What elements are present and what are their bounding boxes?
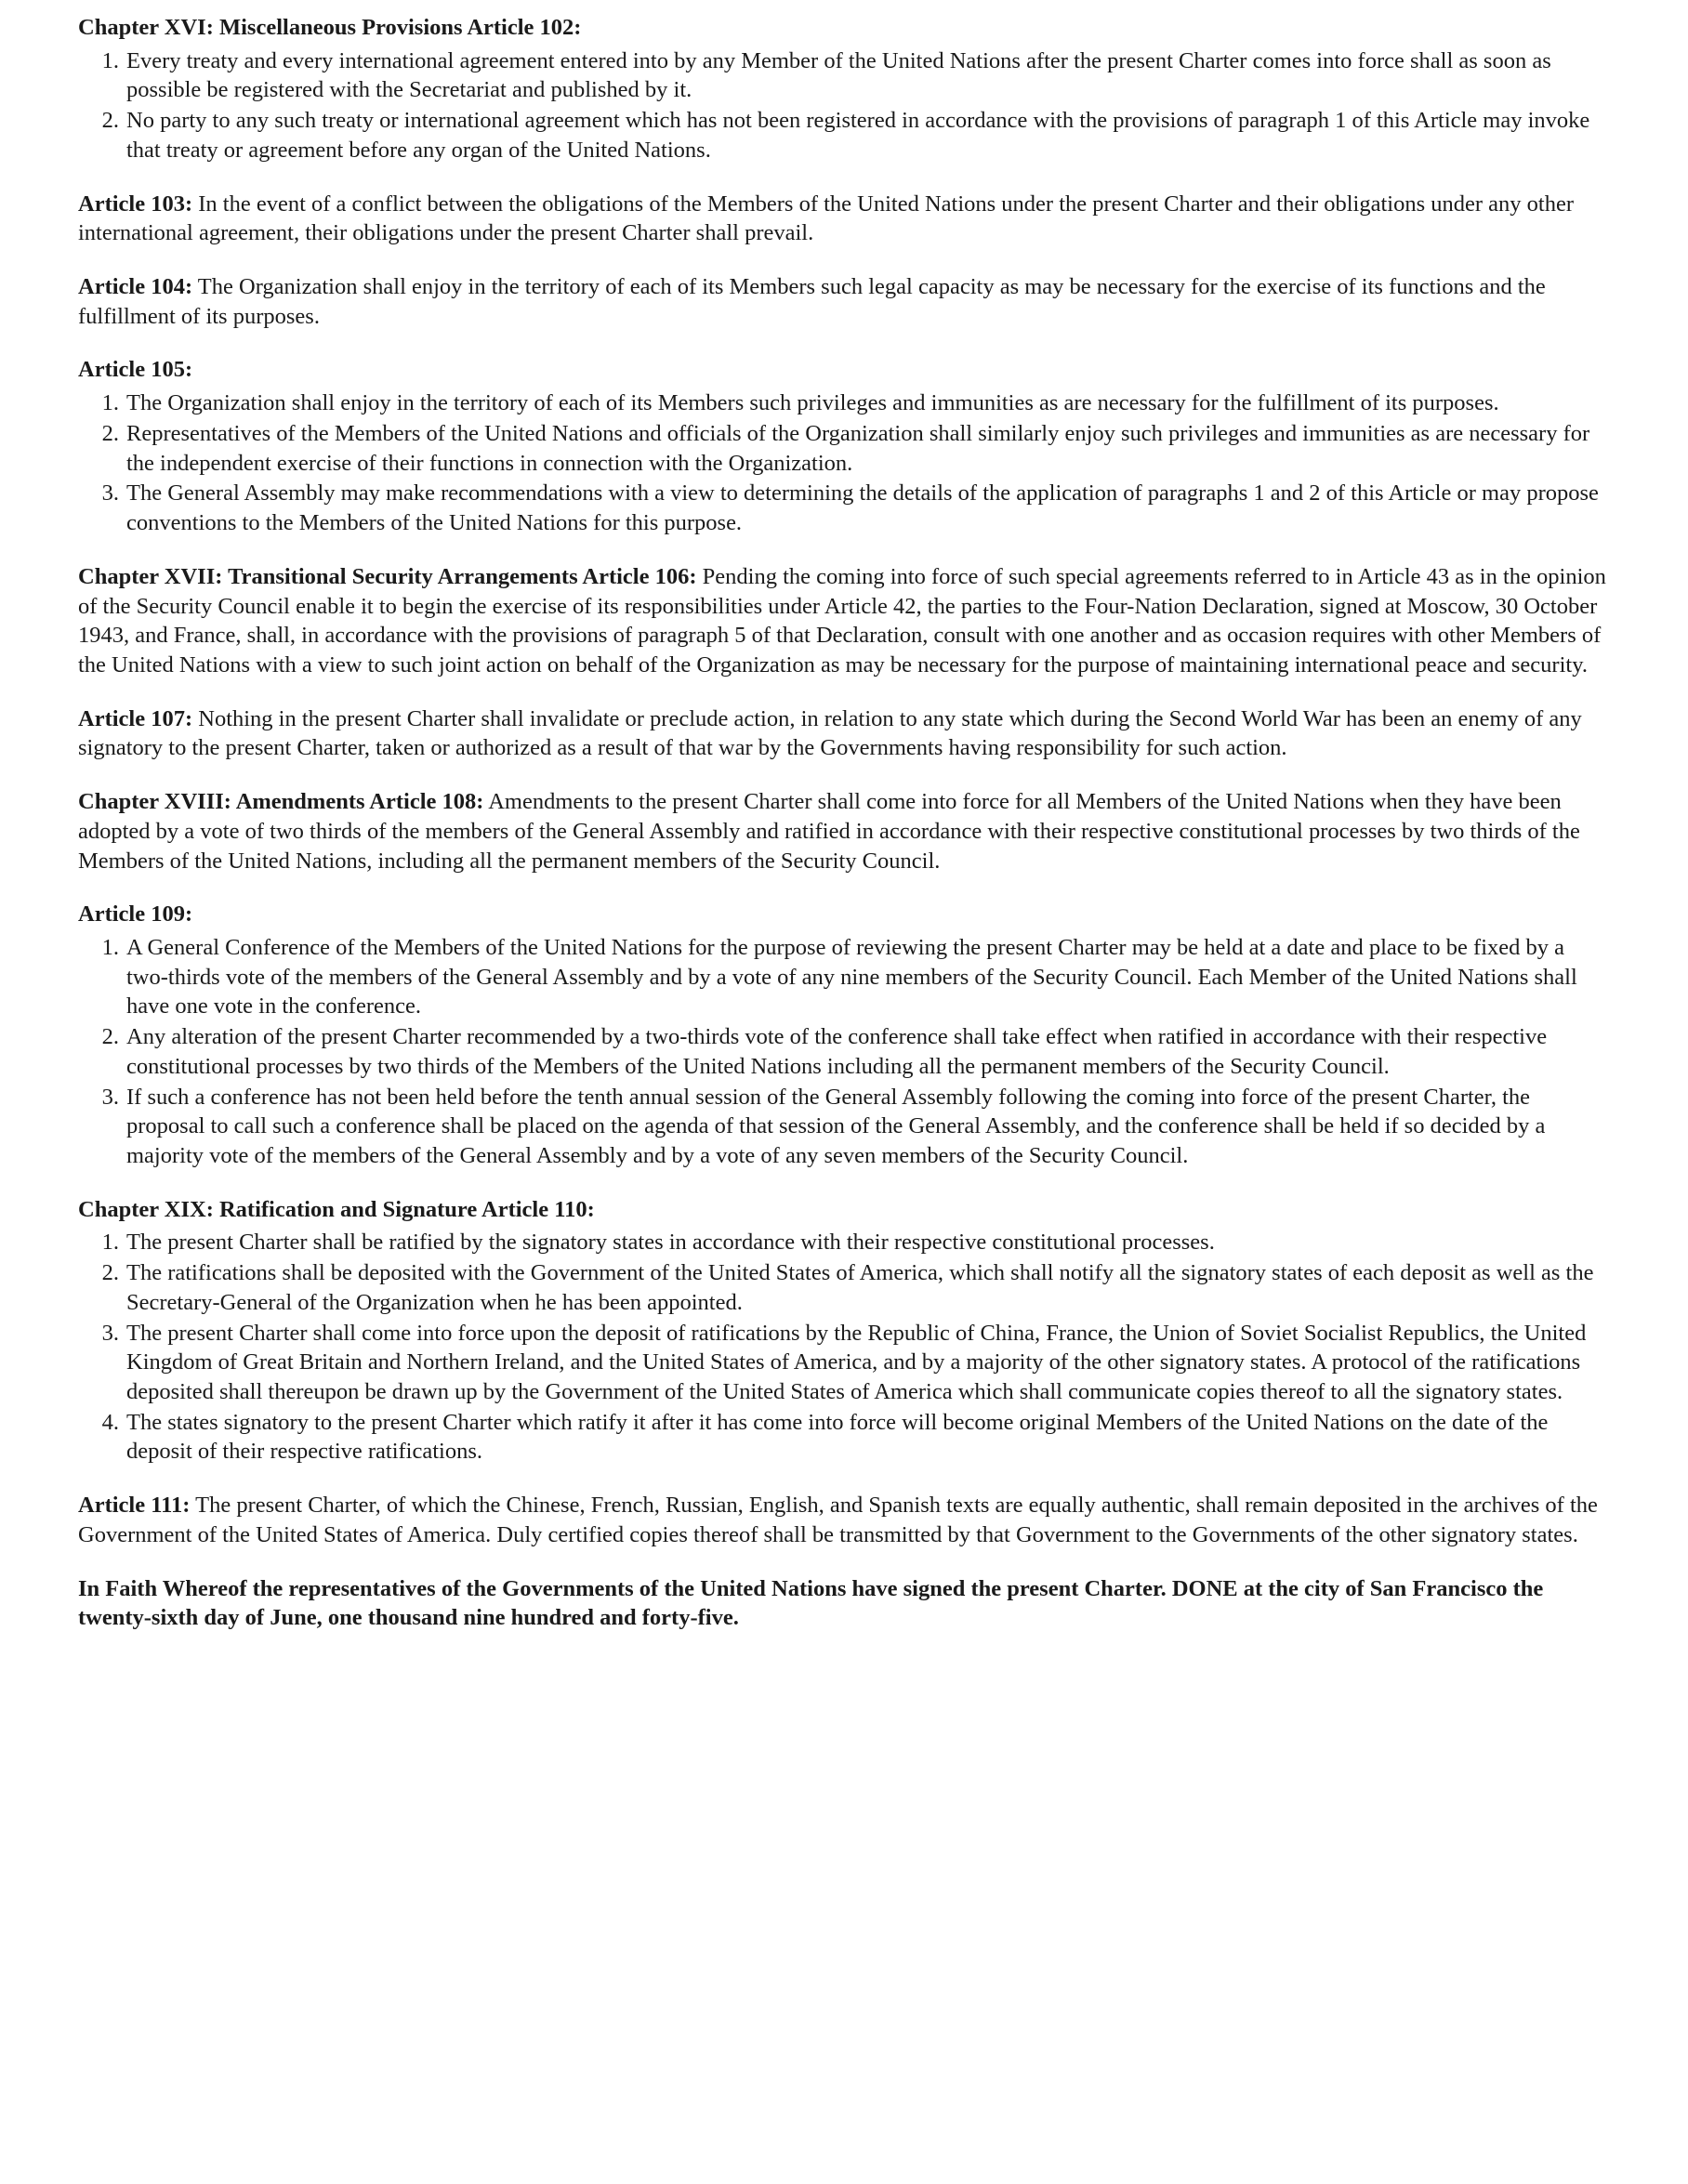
section-heading: Article 105:	[78, 357, 193, 383]
paragraph-text: The present Charter, of which the Chinese, French, Russian, English, and Spanish texts are equally authentic, shall remain deposited in the archives of the Government of the United States of America. Duly certified copies thereof shall be transmitted by that Government to the Governments of the other signatory states.	[78, 1493, 1598, 1547]
paragraph	[73, 1491, 1606, 1549]
list-item: The ratifications shall be deposited with the Government of the United States of America, which shall notify all the signatory states of each deposit as well as the Secretary-General of the Organization when he has been appointed.	[126, 1260, 1594, 1315]
section-chapter-18	[73, 787, 1606, 875]
article-label: Article 103:	[78, 191, 193, 217]
paragraph-text: The Organization shall enjoy in the territory of each of its Members such legal capacity as may be necessary for the exercise of its functions and the fulfillment of its purposes.	[78, 274, 1546, 329]
paragraph-text: Pending the coming into force of such special agreements referred to in Article 43 as in the opinion of the Security Council enable it to begin the exercise of its responsibilities under Article 42, the parties to the Four-Nation Declaration, signed at Moscow, 30 October 1943, and France, shall, in accordance with the provisions of paragraph 5 of that Declaration, consult with one another and as occasion requires with other Members of the United Nations with a view to such joint action on behalf of the Organization as may be necessary for the purpose of maintaining international peace and security.	[78, 563, 1606, 678]
section-article-105	[73, 355, 1606, 537]
closing-text: In Faith Whereof the representatives of the Governments of the United Nations have signed the present Charter. DONE at the city of San Francisco the twenty-sixth day of June, one thousand nine hundred and forty-five.	[78, 1575, 1544, 1631]
list-item: Any alteration of the present Charter recommended by a two-thirds vote of the conference shall take effect when ratified in accordance with their respective constitutional processes by two thirds of the Members of the United Nations including all the permanent members of the Security Council.	[126, 1024, 1548, 1079]
section-article-103	[73, 190, 1606, 248]
section-article-107	[73, 704, 1606, 763]
paragraph	[73, 704, 1606, 763]
section-heading: Article 109:	[78, 901, 193, 928]
list-item: The General Assembly may make recommendations with a view to determining the details of the application of paragraphs 1 and 2 of this Article or may propose conventions to the Members of the United Nations for this purpose.	[126, 480, 1599, 536]
list-item: The Organization shall enjoy in the territory of each of its Members such privileges and immunities as are necessary for the fulfillment of its purposes.	[126, 390, 1499, 416]
list-item: The states signatory to the present Charter which ratify it after it has come into force will become original Members of the United Nations on the date of the deposit of their respective ratifications.	[126, 1409, 1549, 1465]
chapter-label: Chapter XVII: Transitional Security Arrangements Article 106:	[78, 563, 697, 589]
list-item: Representatives of the Members of the United Nations and officials of the Organization shall similarly enjoy such privileges and immunities as are necessary for the independent exercise of their functions in connection with the Organization.	[126, 420, 1590, 476]
list-item: Every treaty and every international agreement entered into by any Member of the United Nations after the present Charter comes into force shall as soon as possible be registered with the Secretariat and published by it.	[126, 47, 1551, 103]
paragraph-text: Nothing in the present Charter shall invalidate or preclude action, in relation to any state which during the Second World War has been an enemy of any signatory to the present Charter, taken or authorized as a result of that war by the Governments having responsibility for such action.	[78, 705, 1582, 761]
section-heading: Chapter XIX: Ratification and Signature Article 110:	[78, 1196, 595, 1222]
section-chapter-16	[73, 13, 1606, 165]
section-chapter-17	[73, 562, 1606, 680]
section-article-109	[73, 900, 1606, 1170]
list-item: A General Conference of the Members of the United Nations for the purpose of reviewing the present Charter may be held at a date and place to be fixed by a two-thirds vote of the members of the General Assembly and by a vote of any nine members of the Security Council. Each Member of the United Nations shall have one vote in the conference.	[126, 934, 1577, 1020]
article-label: Article 107:	[78, 705, 193, 731]
numbered-list	[73, 388, 1606, 538]
list-item: The present Charter shall be ratified by the signatory states in accordance with their respective constitutional processes.	[126, 1230, 1215, 1256]
section-chapter-19	[73, 1195, 1606, 1467]
list-item: The present Charter shall come into force upon the deposit of ratifications by the Republic of China, France, the Union of Soviet Socialist Republics, the United Kingdom of Great Britain and Northern Ireland, and the United States of America, and by a majority of the other signatory states. A protocol of the ratifications deposited shall thereupon be drawn up by the Government of the United States of America which shall communicate copies thereof to all the signatory states.	[126, 1320, 1587, 1405]
paragraph	[73, 190, 1606, 248]
numbered-list	[73, 1228, 1606, 1467]
closing-statement	[73, 1574, 1606, 1633]
article-label: Article 111:	[78, 1493, 191, 1519]
section-heading: Chapter XVI: Miscellaneous Provisions Article 102:	[78, 15, 582, 40]
numbered-list	[73, 933, 1606, 1171]
list-item: If such a conference has not been held before the tenth annual session of the General Assembly following the coming into force of the present Charter, the proposal to call such a conference shall be placed on the agenda of that session of the General Assembly, and the conference shall be held if so decided by a majority vote of the members of the General Assembly and by a vote of any seven members of the Security Council.	[126, 1084, 1546, 1168]
paragraph-text: In the event of a conflict between the obligations of the Members of the United Nations under the present Charter and their obligations under any other international agreement, their obligations under the present Charter shall prevail.	[78, 191, 1575, 246]
paragraph	[73, 272, 1606, 331]
article-label: Article 104:	[78, 274, 193, 300]
chapter-label: Chapter XVIII: Amendments Article 108:	[78, 789, 484, 815]
numbered-list	[73, 46, 1606, 165]
section-article-104	[73, 272, 1606, 331]
paragraph	[73, 787, 1606, 875]
list-item: No party to any such treaty or international agreement which has not been registered in accordance with the provisions of paragraph 1 of this Article may invoke that treaty or agreement before any organ of the United Nations.	[126, 108, 1590, 163]
section-article-111	[73, 1491, 1606, 1549]
section-closing	[73, 1574, 1606, 1633]
paragraph-text: Amendments to the present Charter shall come into force for all Members of the United Nations when they have been adopted by a vote of two thirds of the members of the General Assembly and ratified in accordance with their respective constitutional processes by two thirds of the Members of the United Nations, including all the permanent members of the Security Council.	[78, 789, 1580, 874]
paragraph	[73, 562, 1606, 680]
